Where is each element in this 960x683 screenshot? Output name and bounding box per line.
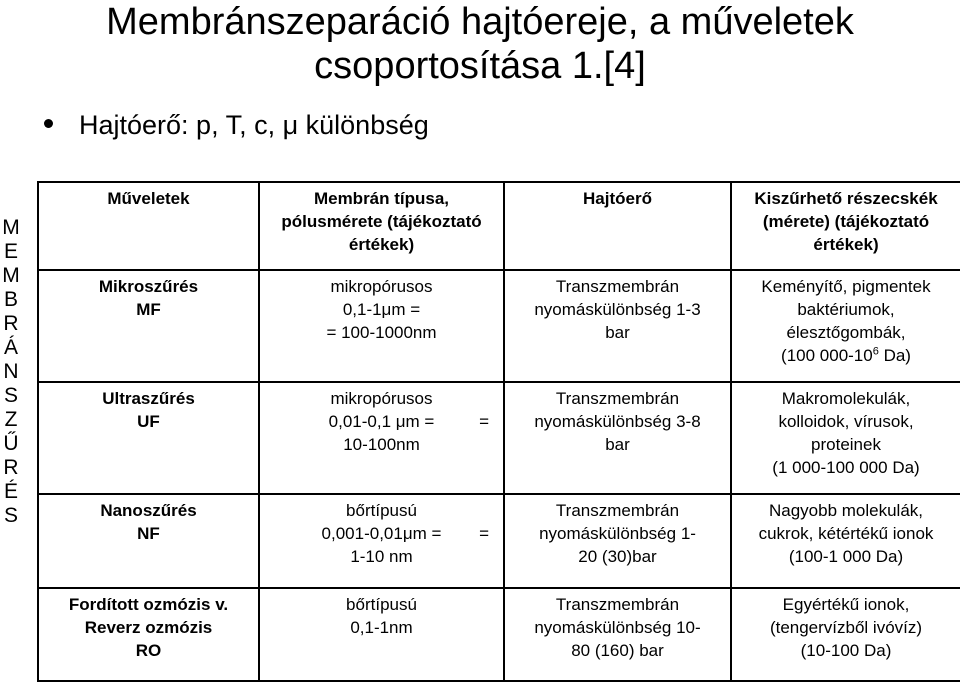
force-line: 80 (160) bar [571, 641, 664, 660]
side-letter: M [2, 264, 20, 287]
table-row [38, 588, 960, 681]
force-line: nyomáskülönbség 3-8 [534, 412, 701, 431]
operation-name: Fordított ozmózis v. [68, 595, 229, 614]
particles-line: Nagyobb molekulák, [768, 501, 924, 520]
header-membrane-type: Membrán típusa, pólusmérete (tájékoztató értékek) [259, 182, 504, 270]
particles-line: (tengervízből ivóvíz) [769, 618, 923, 637]
force-line: bar [605, 435, 630, 454]
particles-line: élesztőgombák, [786, 323, 906, 342]
membrane-type: mikropórusos [330, 277, 433, 296]
table-row [38, 270, 960, 382]
membrane-table [37, 181, 960, 682]
cell-membrane [259, 382, 504, 494]
side-letter: S [3, 384, 18, 407]
side-letter: S [3, 504, 18, 527]
side-letter: B [3, 288, 18, 311]
particles-line: (100-1 000 Da) [788, 547, 904, 566]
side-letter: Ű [3, 432, 19, 455]
force-line: nyomáskülönbség 1-3 [534, 300, 701, 319]
page-title [0, 0, 960, 88]
particles-line: (10-100 Da) [800, 641, 892, 660]
side-letter: N [3, 360, 19, 383]
cell-membrane [259, 588, 504, 681]
pore-size-value: 0,001-0,01μm = [321, 524, 442, 543]
side-letter: R [3, 456, 19, 479]
side-letter: É [3, 480, 18, 503]
particles-unit: Da) [878, 346, 911, 365]
cell-operation [38, 270, 259, 382]
cell-particles [731, 382, 960, 494]
particles-line: cukrok, kétértékű ionok [758, 524, 934, 543]
cell-operation [38, 494, 259, 588]
side-letter: Á [3, 336, 18, 359]
pore-size [264, 522, 499, 545]
bullet-text: Hajtóerő: p, T, c, μ különbség [79, 110, 429, 140]
table-row [38, 494, 960, 588]
pore-size-nm: = 100-1000nm [326, 323, 437, 342]
force-line: Transzmembrán [555, 595, 680, 614]
cell-particles [731, 588, 960, 681]
force-line: Transzmembrán [555, 501, 680, 520]
pore-size-nm: 1-10 nm [350, 547, 413, 566]
pore-size: 0,1-1nm [350, 618, 413, 637]
particles-line: proteinek [811, 435, 881, 454]
header-operations: Műveletek [38, 182, 259, 270]
title-line-1: Membránszeparáció hajtóereje, a műveletek [106, 1, 854, 43]
force-line: nyomáskülönbség 1- [539, 524, 696, 543]
force-line: Transzmembrán [555, 277, 680, 296]
operation-name-alt: Reverz ozmózis [84, 618, 213, 637]
exponent: 6 [872, 345, 879, 358]
force-line: nyomáskülönbség 10- [534, 618, 701, 637]
side-vertical-label [0, 216, 22, 528]
pore-size-value: 0,01-0,1 μm = [328, 412, 435, 431]
membrane-type: bőrtípusú [346, 501, 417, 520]
header-particles: Kiszűrhető részecskék (mérete) (tájékoztató értékek) [731, 182, 960, 270]
bullet-dot-icon [44, 119, 53, 128]
pore-size-nm: 10-100nm [343, 435, 420, 454]
operation-abbr: UF [137, 412, 160, 431]
cell-membrane [259, 494, 504, 588]
pore-size: 0,1-1μm = [342, 300, 421, 319]
cell-particles [731, 494, 960, 588]
particles-line: Makromolekulák, [781, 389, 911, 408]
particles-range: (100 000-10 [781, 346, 873, 365]
operation-name: Ultraszűrés [102, 389, 195, 408]
cell-force [504, 270, 731, 382]
table-row [38, 382, 960, 494]
operation-abbr: NF [137, 524, 160, 543]
cell-force [504, 588, 731, 681]
membrane-type: bőrtípusú [346, 595, 417, 614]
particles-line: Egyértékű ionok, [782, 595, 910, 614]
side-letter: Z [4, 408, 18, 431]
equals-sign: = [479, 412, 489, 431]
table-header-row [38, 182, 960, 270]
pore-size [264, 410, 499, 433]
title-line-2: csoportosítása 1.[4] [314, 45, 646, 87]
equals-sign: = [479, 524, 489, 543]
force-line: 20 (30)bar [578, 547, 657, 566]
cell-operation [38, 588, 259, 681]
particles-line [736, 344, 956, 367]
operation-name: Nanoszűrés [100, 501, 197, 520]
cell-force [504, 382, 731, 494]
operation-abbr: MF [136, 300, 161, 319]
bullet-item [44, 108, 429, 142]
operation-name: Mikroszűrés [98, 277, 199, 296]
particles-line: Keményítő, pigmentek [761, 277, 931, 296]
cell-particles [731, 270, 960, 382]
particles-line: (1 000-100 000 Da) [772, 458, 920, 477]
side-letter: R [3, 312, 19, 335]
side-letter: M [2, 216, 20, 239]
cell-membrane [259, 270, 504, 382]
particles-line: kolloidok, vírusok, [778, 412, 914, 431]
header-driving-force: Hajtóerő [504, 182, 731, 270]
operation-abbr: RO [135, 641, 162, 660]
membrane-type: mikropórusos [330, 389, 433, 408]
cell-force [504, 494, 731, 588]
force-line: bar [605, 323, 630, 342]
cell-operation [38, 382, 259, 494]
force-line: Transzmembrán [555, 389, 680, 408]
particles-line: baktériumok, [797, 300, 895, 319]
side-letter: E [3, 240, 18, 263]
